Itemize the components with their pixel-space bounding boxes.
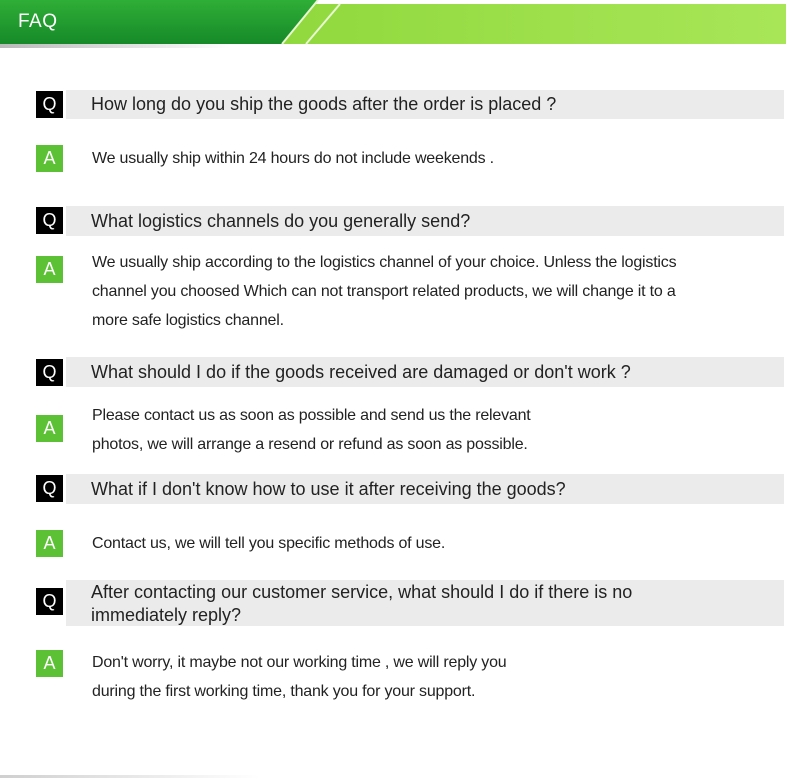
faq-title: FAQ <box>18 11 58 32</box>
question-4 <box>66 474 784 504</box>
question-badge-1: Q <box>36 91 63 118</box>
answer-badge-4: A <box>36 530 63 557</box>
question-badge-3: Q <box>36 359 63 386</box>
question-2-text: What logistics channels do you generally send? <box>91 211 471 231</box>
answer-badge-1: A <box>36 145 63 172</box>
question-1-text: How long do you ship the goods after the order is placed ? <box>91 94 557 114</box>
question-4-text: What if I don't know how to use it after receiving the goods? <box>91 479 566 499</box>
answer-3-line-1: Please contact us as soon as possible and send us the relevant <box>92 407 531 424</box>
question-3 <box>66 357 784 387</box>
answer-2-line-1: We usually ship according to the logistics channel of your choice. Unless the logistics <box>92 254 677 271</box>
banner-graphic <box>0 0 790 48</box>
answer-4-line-1: Contact us, we will tell you specific methods of use. <box>92 535 446 552</box>
question-badge-5: Q <box>36 588 63 615</box>
answer-3-line-2: photos, we will arrange a resend or refund as soon as possible. <box>92 436 528 453</box>
answer-1 <box>92 144 732 173</box>
answer-2-line-2: channel you choosed Which can not transport related products, we will change it to a <box>92 283 676 300</box>
answer-5-line-2: during the first working time, thank you for your support. <box>92 683 476 700</box>
question-badge-2: Q <box>36 207 63 234</box>
answer-5-line-1: Don't worry, it maybe not our working time , we will reply you <box>92 654 507 671</box>
answer-badge-2: A <box>36 256 63 283</box>
banner-shadow <box>0 44 230 48</box>
answer-3 <box>92 401 732 459</box>
question-3-text: What should I do if the goods received are damaged or don't work ? <box>91 362 631 382</box>
answer-2-line-3: more safe logistics channel. <box>92 312 284 329</box>
bottom-divider <box>0 775 260 778</box>
answer-4 <box>92 529 732 558</box>
answer-5 <box>92 648 732 706</box>
answer-badge-5: A <box>36 650 63 677</box>
question-5-line-1: After contacting our customer service, what should I do if there is no <box>91 582 633 602</box>
question-1 <box>66 90 784 119</box>
answer-1-line-1: We usually ship within 24 hours do not include weekends . <box>92 150 494 167</box>
question-badge-4: Q <box>36 475 63 502</box>
question-5-line-2: immediately reply? <box>91 605 242 625</box>
answer-badge-3: A <box>36 415 63 442</box>
question-2 <box>66 206 784 236</box>
faq-header-banner <box>0 0 790 46</box>
question-5 <box>66 580 784 626</box>
answer-2 <box>92 248 732 335</box>
